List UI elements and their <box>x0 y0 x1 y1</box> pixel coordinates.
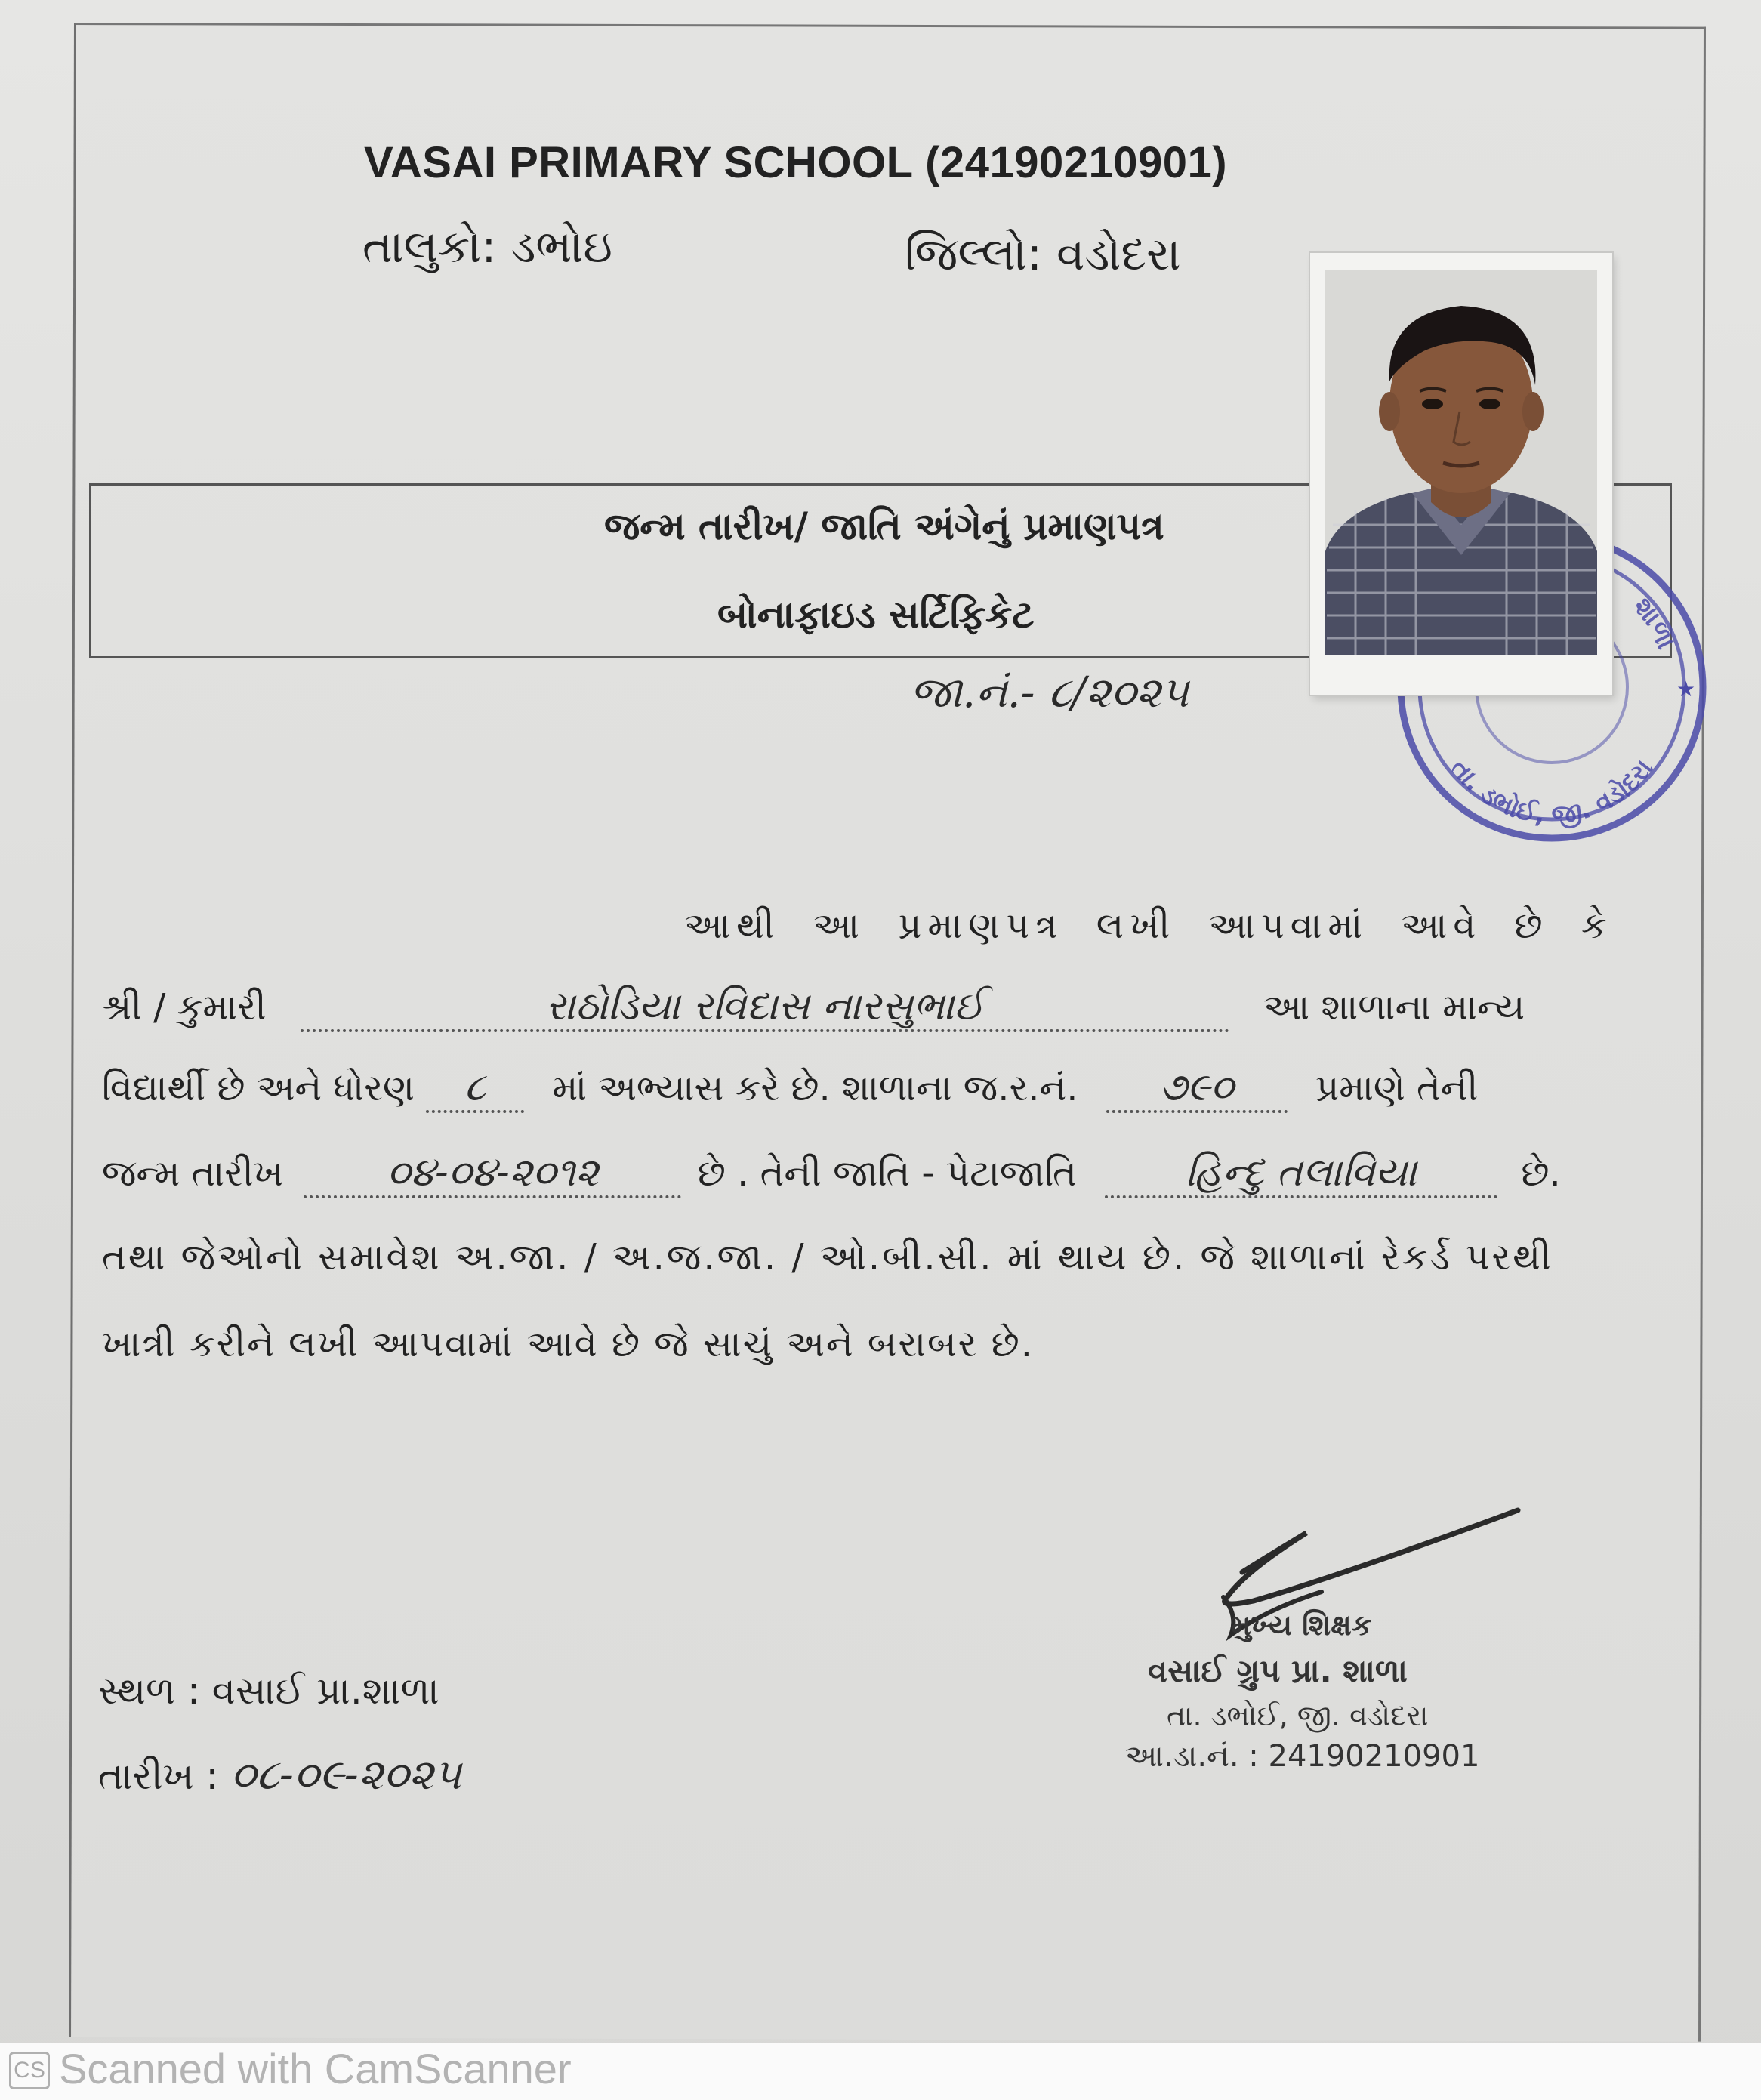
gr-number-field: ૭૯૦ <box>1106 1065 1288 1113</box>
date-value: ૦૮-૦૯-૨૦૨૫ <box>230 1750 461 1799</box>
body-line-verification: ખાત્રી કરીને લખી આપવામાં આવે છે જે સાચું અને બરાબર છે. <box>102 1323 1034 1365</box>
district-label: જિલ્લો: વડોદરા <box>905 228 1181 281</box>
standard-field: ૮ <box>426 1065 524 1113</box>
date-label: તારીખ : <box>98 1754 219 1798</box>
dob-field: ૦૪-૦૪-૨૦૧૨ <box>304 1150 681 1198</box>
dise-code: આ.ડા.નં. : 24190210901 <box>1125 1739 1480 1774</box>
body-line-category: તથા જેઓનો સમાવેશ અ.જા. / અ.જ.જા. / ઓ.બી.સી. માં થાય છે. જે શાળાનાં રેકર્ડ પરથી <box>102 1236 1553 1278</box>
svg-text:★: ★ <box>1676 677 1696 702</box>
headmaster-designation: મુખ્ય શિક્ષક <box>1231 1608 1372 1642</box>
camscanner-watermark-text: Scanned with CamScanner <box>59 2045 572 2092</box>
stamp-top-text: શાળા <box>1627 592 1682 654</box>
caste-suffix-label: છે. <box>1521 1152 1561 1195</box>
signature-school-name: વસાઈ ગ્રુપ પ્રા. શાળા <box>1148 1652 1408 1689</box>
certificate-heading: જન્મ તારીખ/ જાતિ અંગેનું પ્રમાણપત્ર <box>604 504 1164 548</box>
standard-mid-label: માં અભ્યાસ કરે છે. શાળાના જ.ર.નં. <box>552 1067 1078 1109</box>
caste-field: હિન્દુ તલાવિયા <box>1105 1150 1497 1198</box>
body-line-dob <box>102 1150 1561 1198</box>
date-row <box>98 1750 461 1800</box>
body-line-name <box>102 984 1525 1032</box>
dob-mid-label: છે . તેની જાતિ - પેટાજાતિ <box>697 1152 1077 1195</box>
dob-prefix-label: જન્મ તારીખ <box>102 1152 284 1195</box>
certificate-subheading: બોનાફાઇડ સર્ટિફિકેટ <box>717 593 1035 637</box>
name-suffix-label: આ શાળાના માન્ય <box>1263 986 1525 1028</box>
gr-suffix-label: પ્રમાણે તેની <box>1315 1067 1479 1109</box>
body-line-standard <box>102 1065 1478 1113</box>
school-title: VASAI PRIMARY SCHOOL (24190210901) <box>364 138 1228 187</box>
camscanner-logo-icon: CS <box>9 2052 50 2089</box>
outward-number: જા.નં.- ૮/૨૦૨૫ <box>910 668 1189 717</box>
student-name-field: રાઠોડિયા રવિદાસ નારસુભાઈ <box>301 984 1229 1032</box>
salutation-label: શ્રી / કુમારી <box>102 986 267 1028</box>
signature-address: તા. ડભોઈ, જી. વડોદરા <box>1167 1699 1429 1732</box>
stamp-bottom-text: તા. ડભોઈ, જી. વડોદરા <box>1444 753 1660 831</box>
standard-prefix-label: વિદ્યાર્થી છે અને ધોરણ <box>102 1067 415 1109</box>
student-photo-icon <box>1310 253 1612 695</box>
body-line-intro: આથી આ પ્રમાણપત્ર લખી આપવામાં આવે છે કે <box>684 905 1613 947</box>
taluka-label: તાલુકો: ડભોઇ <box>362 220 613 273</box>
place-label: સ્થળ : વસાઈ પ્રા.શાળા <box>98 1669 439 1713</box>
